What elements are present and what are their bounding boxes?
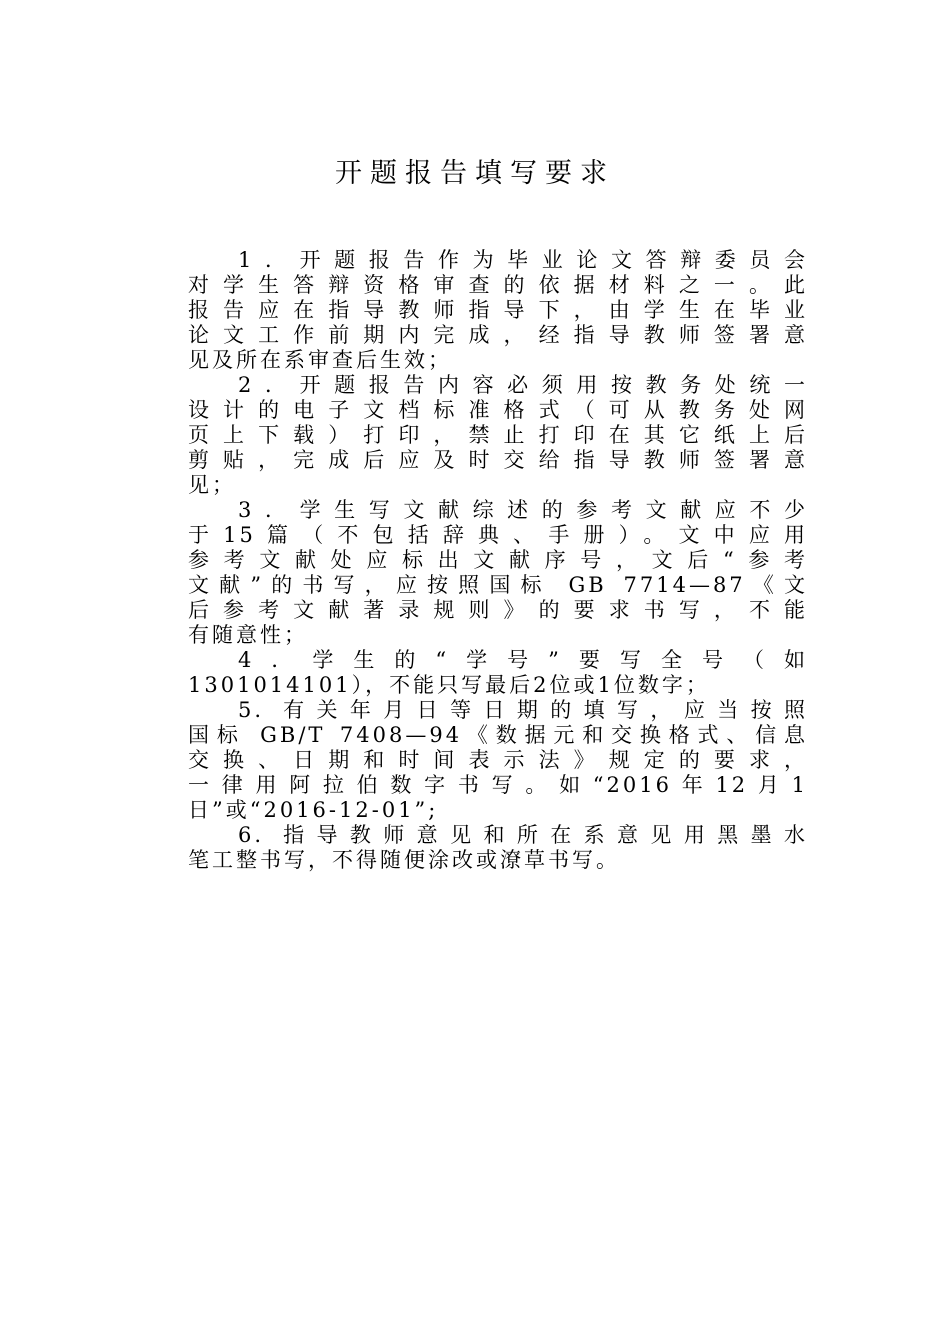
text-line: 2．开题报告内容必须用按教务处统一	[238, 373, 808, 397]
text-line: 对学生答辩资格审查的依据材料之一。此	[188, 273, 808, 297]
text-line: 见及所在系审查后生效；	[188, 348, 452, 372]
text-line: 1301014101），不能只写最后2位或1位数字；	[188, 673, 710, 697]
text-line: 剪贴，完成后应及时交给指导教师签署意	[188, 448, 808, 472]
text-line: 6. 指导教师意见和所在系意见用黑墨水	[238, 823, 808, 847]
text-line: 笔工整书写，不得随便涂改或潦草书写。	[188, 848, 620, 872]
page-title: 开题报告填写要求	[335, 158, 615, 189]
text-line: 5. 有关年月日等日期的填写，应当按照	[238, 698, 808, 722]
text-line: 国标 GB/T 7408—94《数据元和交换格式、信息	[188, 723, 808, 747]
requirement-item-4	[188, 648, 808, 698]
text-line: 论文工作前期内完成，经指导教师签署意	[188, 323, 808, 347]
text-line: 设计的电子文档标准格式（可从教务处网	[188, 398, 808, 422]
requirement-item-1	[188, 248, 808, 373]
requirement-item-6	[188, 823, 808, 873]
text-line: 参考文献处应标出文献序号，文后“参考	[188, 548, 808, 572]
text-line: 见；	[188, 473, 236, 497]
text-line: 报告应在指导教师指导下，由学生在毕业	[188, 298, 808, 322]
text-line: 4．学生的“学号”要写全号（如	[238, 648, 808, 672]
text-line: 一律用阿拉伯数字书写。如“2016年12月1	[188, 773, 808, 797]
requirements-body	[188, 248, 808, 873]
text-line: 页上下载）打印，禁止打印在其它纸上后	[188, 423, 808, 447]
text-line: 交换、日期和时间表示法》规定的要求，	[188, 748, 808, 772]
requirement-item-5	[188, 698, 808, 823]
text-line: 于15篇（不包括辞典、手册）。文中应用	[188, 523, 808, 547]
text-line: 有随意性；	[188, 623, 308, 647]
text-line: 1．开题报告作为毕业论文答辩委员会	[238, 248, 808, 272]
text-line: 文献”的书写，应按照国标 GB 7714—87《文	[188, 573, 808, 597]
text-line: 3．学生写文献综述的参考文献应不少	[238, 498, 808, 522]
text-line: 日”或“2016-12-01”;	[188, 798, 439, 822]
requirement-item-2	[188, 373, 808, 498]
text-line: 后参考文献著录规则》的要求书写，不能	[188, 598, 808, 622]
requirement-item-3	[188, 498, 808, 648]
